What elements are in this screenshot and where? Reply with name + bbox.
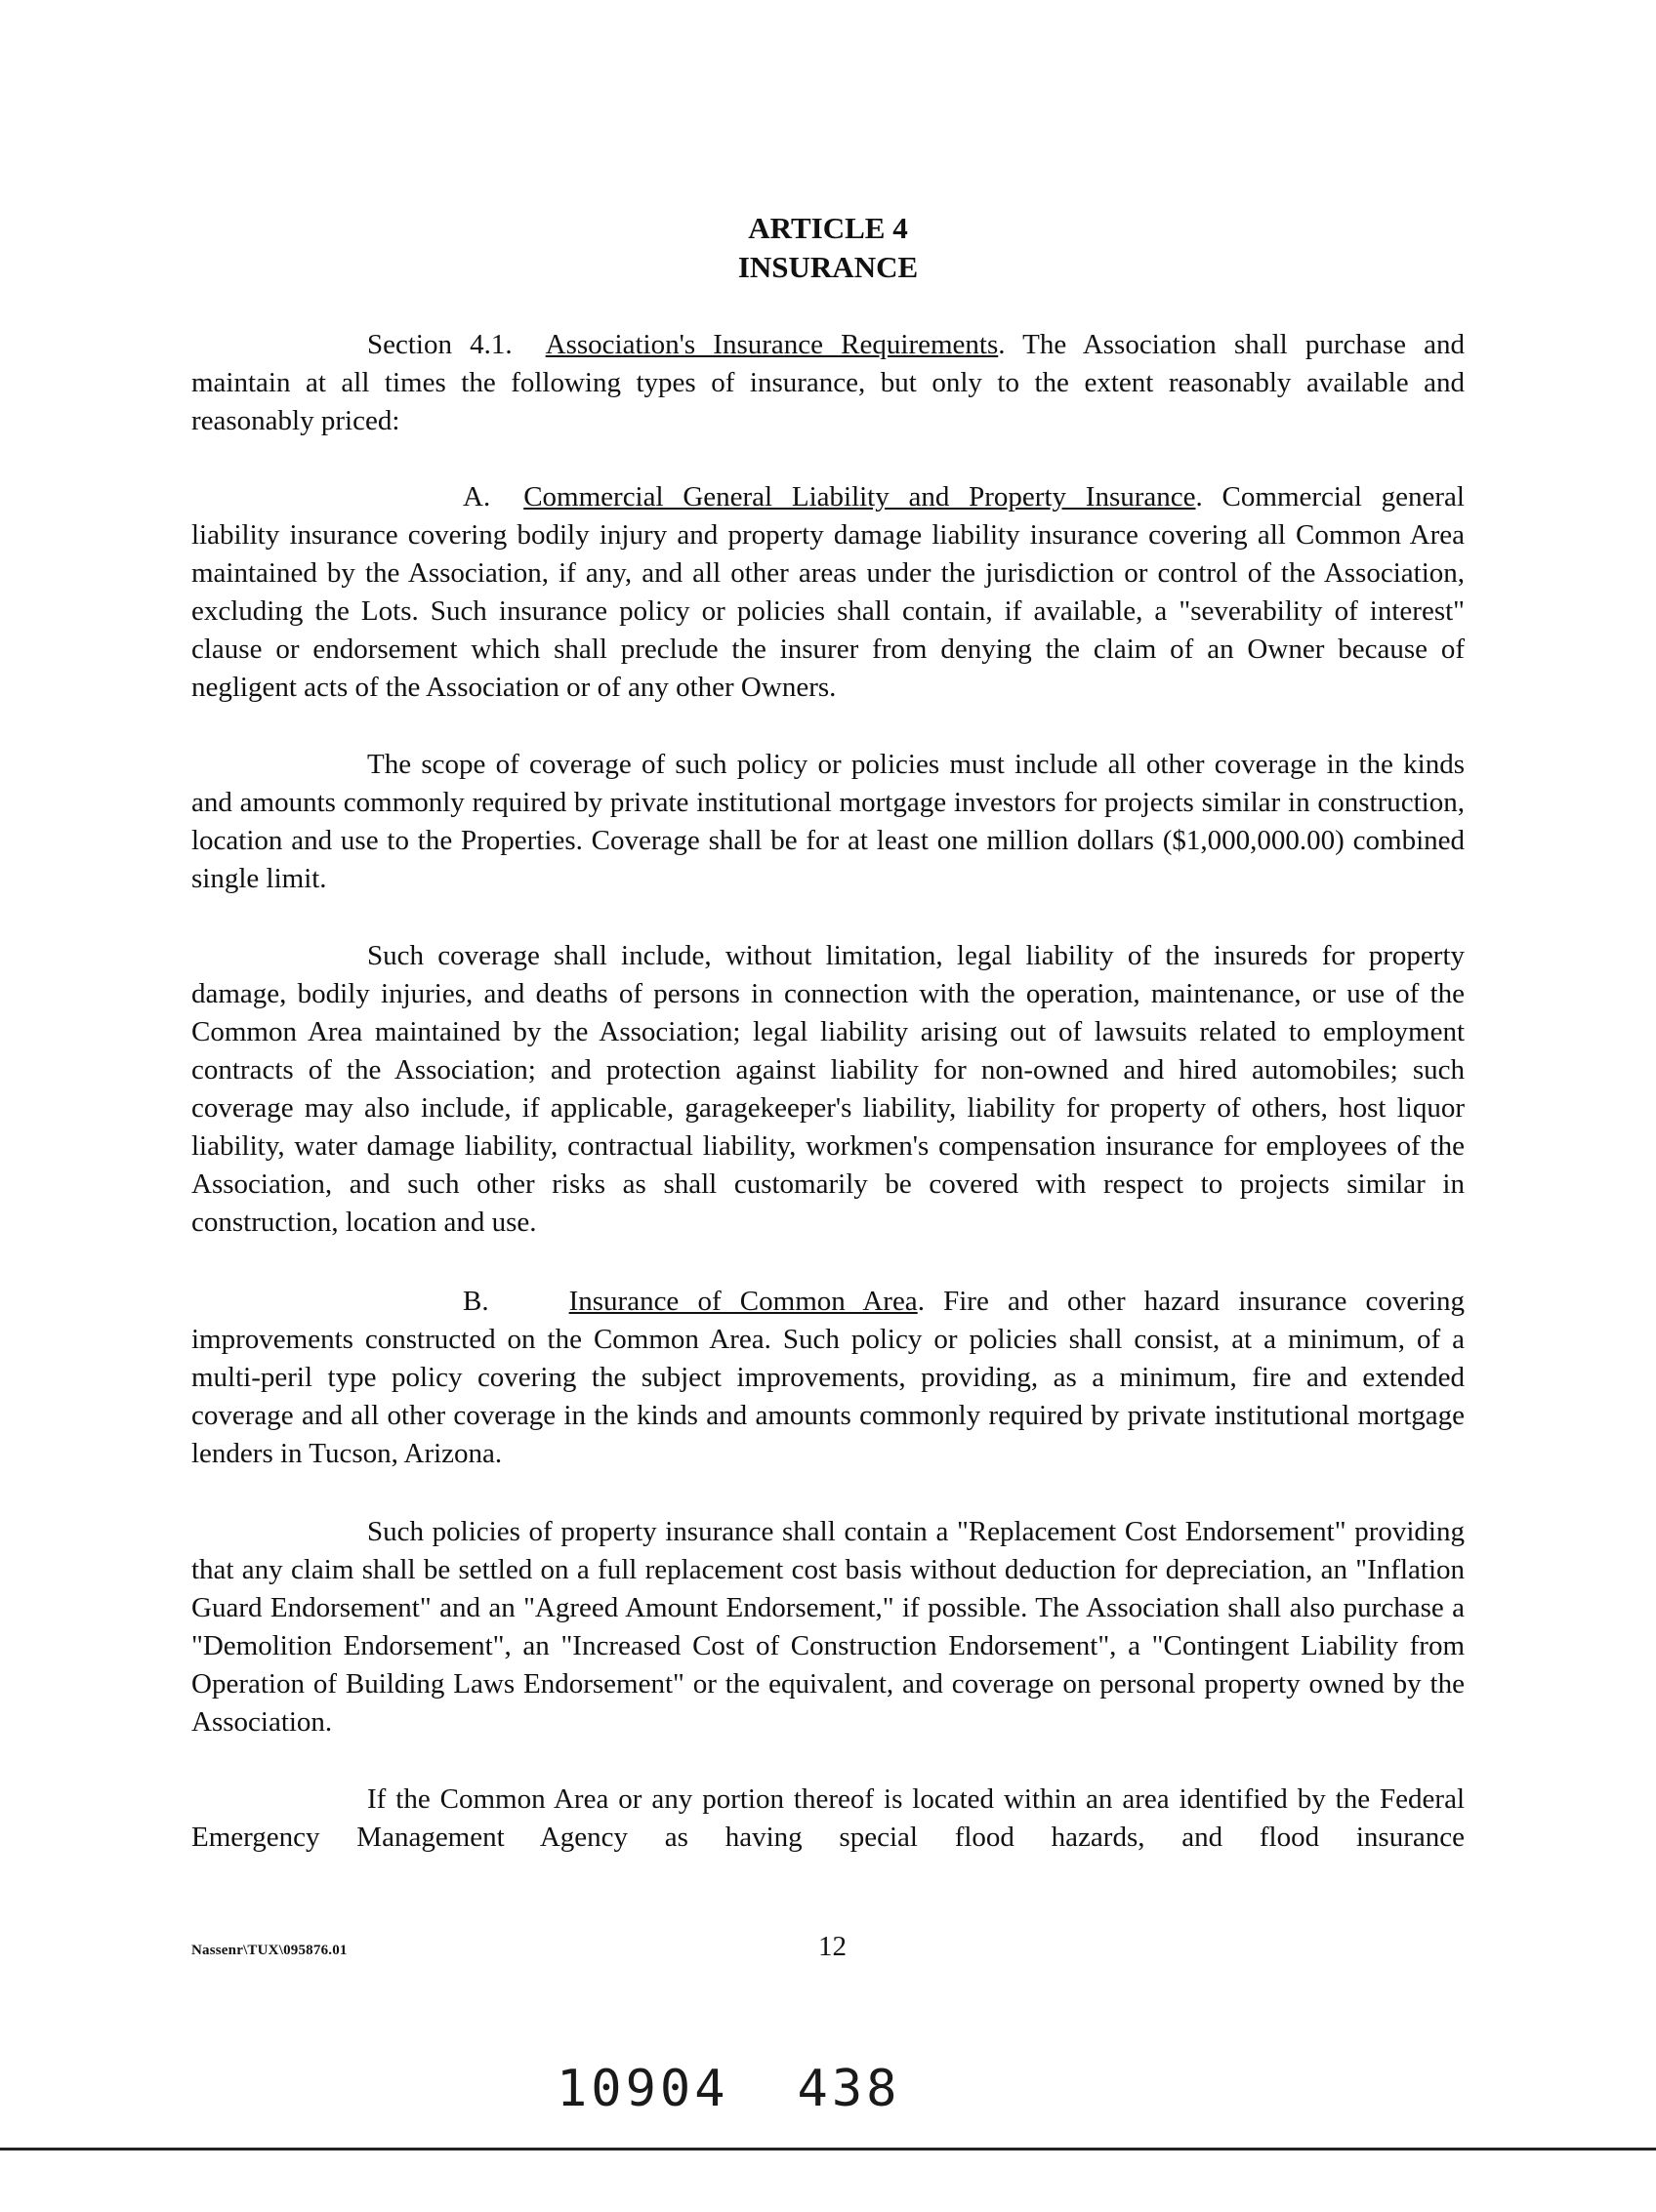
bottom-rule	[0, 2148, 1656, 2151]
paragraph-scope	[191, 746, 1465, 898]
article-subtitle: INSURANCE	[737, 250, 919, 284]
subsection-a-letter: A.	[463, 481, 491, 512]
paragraph-scope-text: The scope of coverage of such policy or policies must include all other coverage in the kinds and amounts commonly required by private institutional mortgage investors for projects similar in construction, location and use to the Properties. Coverage shall be for at least one million dollars ($1,000,000.00) combined single limit.	[191, 749, 1465, 894]
paragraph-flood-text: If the Common Area or any portion thereof is located within an area identified by the Federal Emergency Management Agency as having special flood hazards, and flood insurance	[191, 1783, 1465, 1853]
subsection-b-heading: Insurance of Common Area	[568, 1286, 918, 1317]
subsection-a	[191, 478, 1465, 707]
section-number: Section 4.1.	[367, 329, 513, 360]
paragraph-flood	[191, 1781, 1465, 1857]
paragraph-property-text: Such policies of property insurance shall contain a "Replacement Cost Endorsement" providing that any claim shall be settled on a full replacement cost basis without deduction for depreciation, an "Inflation Guard Endorsement" and an "Agreed Amount Endorsement," if possible. The Association shall also purchase a "Demolition Endorsement", an "Increased Cost of Construction Endorsement", a "Contingent Liability from Operation of Building Laws Endorsement" or the equivalent, and coverage on personal property owned by the Association.	[191, 1516, 1465, 1738]
article-title: ARTICLE 4	[748, 211, 908, 245]
article-heading	[0, 209, 1656, 287]
page-number: 12	[818, 1931, 847, 1962]
section-heading: Association's Insurance Requirements	[545, 329, 999, 360]
subsection-b-letter: B.	[463, 1286, 489, 1317]
paragraph-such-coverage	[191, 937, 1465, 1242]
paragraph-property	[191, 1513, 1465, 1741]
section-text: . The Association shall purchase and maintain at all times the following types of insurance, but only to the extent reasonably available and reasonably priced:	[191, 329, 1465, 436]
stamp-page: 438	[797, 2060, 901, 2118]
stamp-docket: 10904	[557, 2060, 729, 2118]
subsection-a-text: . Commercial general liability insurance covering bodily injury and property damage liability insurance covering all Common Area maintained by the Association, if any, and all other areas under the jurisdiction or control of the Association, excluding the Lots. Such insurance policy or policies shall contain, if available, a "severability of interest" clause or endorsement which shall preclude the insurer from denying the claim of an Owner because of negligent acts of the Association or of any other Owners.	[191, 481, 1465, 703]
section-4-1	[191, 326, 1465, 440]
paragraph-such-coverage-text: Such coverage shall include, without limitation, legal liability of the insureds for property damage, bodily injuries, and deaths of persons in connection with the operation, maintenance, or use of the Common Area maintained by the Association; legal liability arising out of lawsuits related to employment contracts of the Association; and protection against liability for non-owned and hired automobiles; such coverage may also include, if applicable, garagekeeper's liability, liability for property of others, host liquor liability, water damage liability, contractual liability, workmen's compensation insurance for employees of the Association, and such other risks as shall customarily be covered with respect to projects similar in construction, location and use.	[191, 940, 1465, 1238]
recording-stamp	[557, 2060, 900, 2118]
subsection-a-heading: Commercial General Liability and Property Insurance	[523, 481, 1196, 512]
footer-doc-id: Nassenr\TUX\095876.01	[191, 1943, 348, 1958]
subsection-b	[191, 1283, 1465, 1473]
subsection-b-text: . Fire and other hazard insurance covering improvements constructed on the Common Area. Such policy or policies shall consist, at a minimum, of a multi-peril type policy covering the subject improvements, providing, as a minimum, fire and extended coverage and all other coverage in the kinds and amounts commonly required by private institutional mortgage lenders in Tucson, Arizona.	[191, 1286, 1465, 1469]
